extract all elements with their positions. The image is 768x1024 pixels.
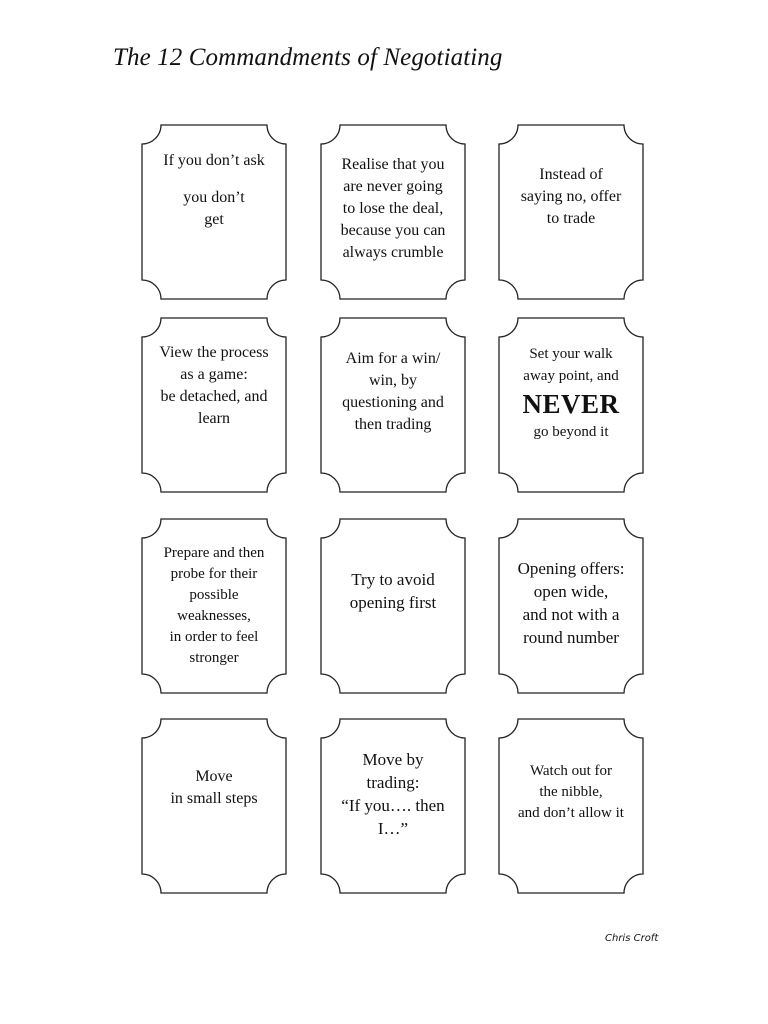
card-text-line: to trade <box>546 210 596 227</box>
card-text-line: probe for their <box>170 566 258 582</box>
card-text-line: and don’t allow it <box>518 805 624 821</box>
card-text-line: always crumble <box>342 244 444 261</box>
card-text-line: and not with a <box>522 605 620 624</box>
commandment-card <box>141 124 287 300</box>
card-text-line: possible <box>189 587 239 603</box>
card-text-line: in small steps <box>170 790 258 807</box>
commandment-card <box>498 124 644 300</box>
commandment-card <box>141 718 287 894</box>
commandment-card <box>498 317 644 493</box>
card-text-line: Watch out for <box>529 763 613 779</box>
card-text-line: Set your walk <box>529 346 613 362</box>
commandment-card <box>141 317 287 493</box>
page-title: The 12 Commandments of Negotiating <box>113 44 503 71</box>
commandment-card <box>320 718 466 894</box>
card-text-line: win, by <box>369 372 417 389</box>
card-emphasis-never: NEVER <box>522 389 620 419</box>
commandment-card <box>320 518 466 694</box>
card-text-line: weaknesses, <box>177 608 251 624</box>
card-text-line: Try to avoid <box>351 570 435 589</box>
card-text-line: saying no, offer <box>520 188 622 205</box>
card-text-line: Realise that you <box>341 156 445 173</box>
card-text-line: If you don’t ask <box>163 152 265 169</box>
commandment-card <box>320 124 466 300</box>
card-text-line: Opening offers: <box>517 559 625 578</box>
card-text-line: away point, and <box>523 368 619 384</box>
card-text-line: learn <box>198 410 230 427</box>
card-text-line: be detached, and <box>160 388 268 405</box>
card-text-line: as a game: <box>180 366 248 383</box>
card-text-line: get <box>204 211 224 228</box>
card-text-line: then trading <box>354 416 432 433</box>
card-text-line: View the process <box>159 344 269 361</box>
card-text-line: go beyond it <box>533 424 609 440</box>
card-text-line: trading: <box>366 773 420 792</box>
card-text-line: Move <box>195 768 233 785</box>
card-text-line: to lose the deal, <box>342 200 444 217</box>
card-text-line: Prepare and then <box>163 545 265 561</box>
commandment-card <box>141 518 287 694</box>
commandment-card <box>498 718 644 894</box>
card-text-line: in order to feel <box>169 629 259 645</box>
card-text-line: round number <box>523 628 619 647</box>
card-text-line: the nibble, <box>539 784 603 800</box>
card-text-line: you don’t <box>183 189 245 206</box>
commandment-card <box>498 518 644 694</box>
author-credit: Chris Croft <box>605 933 659 944</box>
card-text-line: stronger <box>189 650 239 666</box>
card-text-line: Instead of <box>539 166 603 183</box>
card-text-line: because you can <box>340 222 446 239</box>
card-text-line: are never going <box>343 178 443 195</box>
card-text-line: questioning and <box>342 394 444 411</box>
commandment-card <box>320 317 466 493</box>
card-text-line: open wide, <box>533 582 609 601</box>
card-text-line: Move by <box>362 750 424 769</box>
card-text-line: I…” <box>377 819 409 838</box>
card-text-line: “If you…. then <box>341 796 445 815</box>
card-text-line: Aim for a win/ <box>345 350 441 367</box>
card-text-line: opening first <box>349 593 437 612</box>
